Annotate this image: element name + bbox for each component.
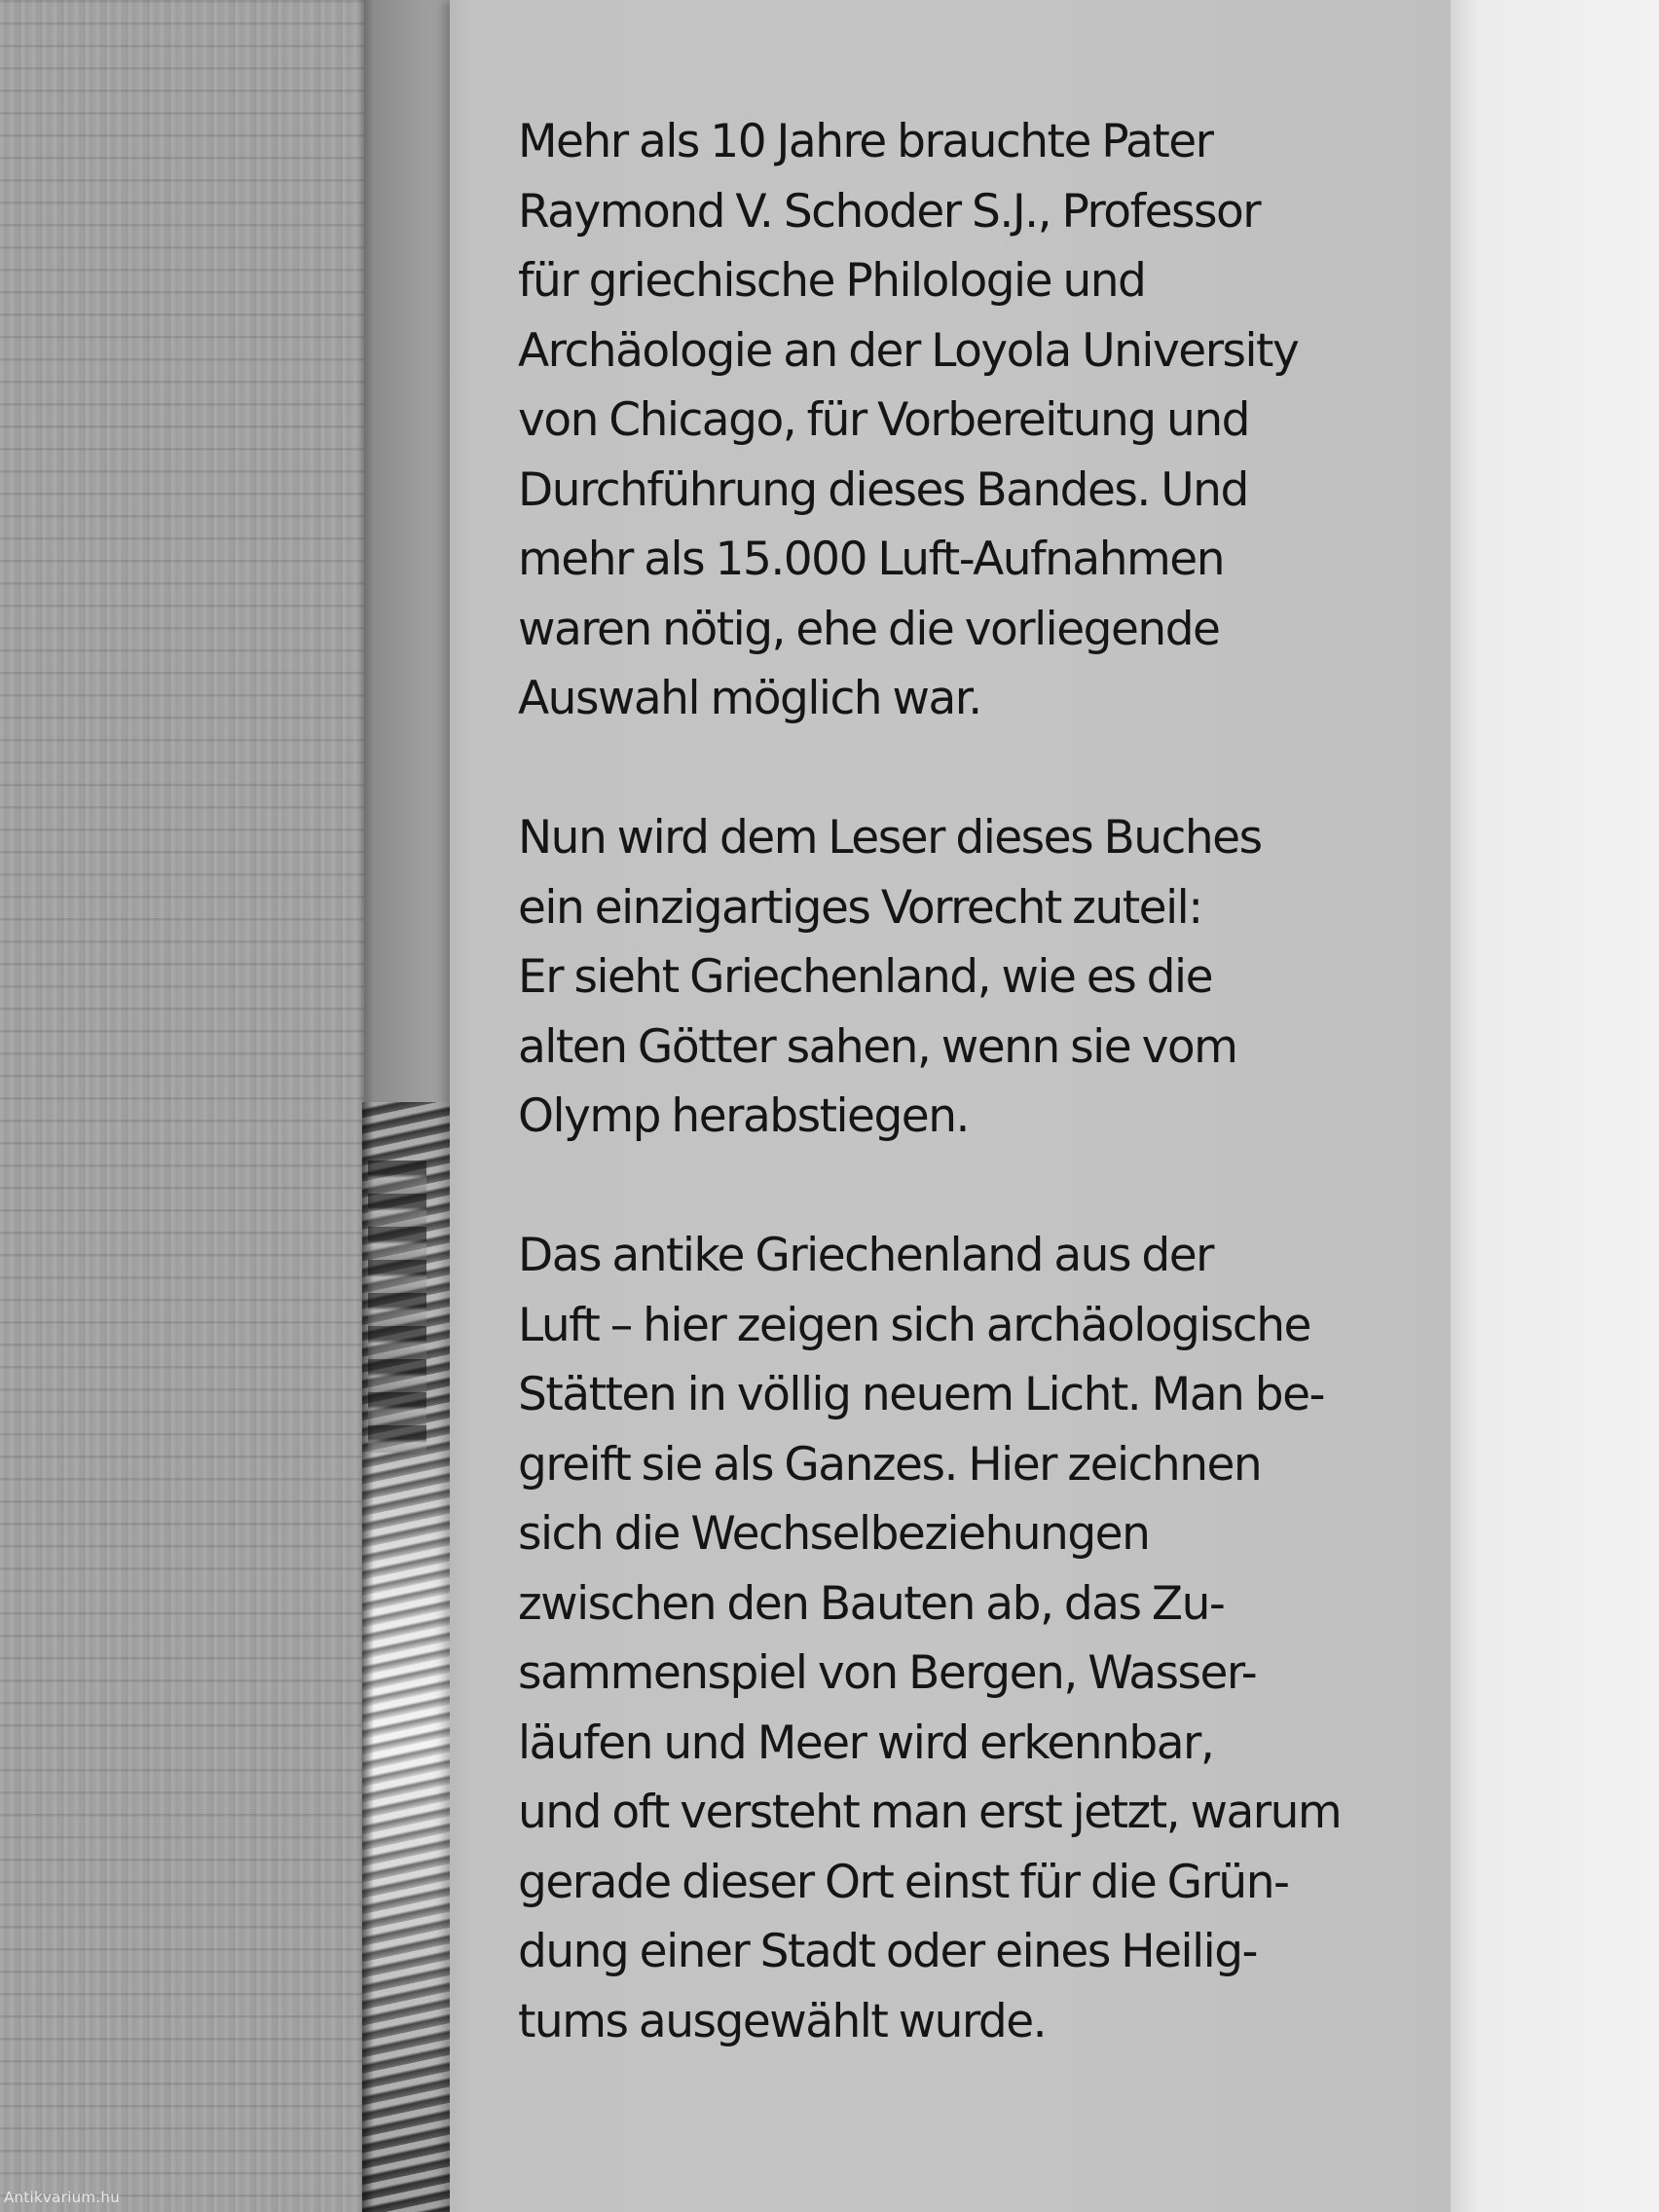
text-line: Das antike Griechenland aus der: [518, 1229, 1213, 1282]
watermark-text: Antikvarium.hu: [4, 2189, 121, 2206]
text-line: Er sieht Griechenland, wie es die: [518, 950, 1212, 1004]
flap-text: [518, 107, 1355, 2126]
page-edge: [1451, 0, 1659, 2212]
text-line: für griechische Philologie und: [518, 254, 1146, 308]
text-line: Raymond V. Schoder S.J., Professor: [518, 184, 1261, 239]
paragraph-1: [518, 107, 1355, 734]
text-line: waren nötig, ehe die vorliegende: [518, 602, 1220, 656]
text-line: läufen und Meer wird erkennbar,: [518, 1715, 1214, 1770]
text-line: gerade dieser Ort einst für die Grün-: [518, 1855, 1289, 1909]
text-line: sammenspiel von Bergen, Wasser-: [518, 1646, 1257, 1700]
text-line: Archäologie an der Loyola University: [518, 323, 1299, 378]
text-line: und oft versteht man erst jetzt, warum: [518, 1786, 1342, 1839]
text-line: sich die Wechselbeziehungen: [518, 1507, 1150, 1561]
text-line: Luft – hier zeigen sich archäologische: [518, 1298, 1310, 1352]
text-line: Auswahl möglich war.: [518, 672, 981, 725]
text-line: greift sie als Ganzes. Hier zeichnen: [518, 1437, 1262, 1492]
text-line: tums ausgewählt wurde.: [518, 1994, 1047, 2048]
text-line: alten Götter sahen, wenn sie vom: [518, 1019, 1237, 1074]
text-line: Olymp herabstiegen.: [518, 1089, 969, 1143]
text-line: dung einer Stadt oder eines Heilig-: [518, 1925, 1257, 1978]
paragraph-3: [518, 1221, 1355, 2056]
text-line: mehr als 15.000 Luft-Aufnahmen: [518, 533, 1225, 586]
text-line: Durchführung dieses Bandes. Und: [518, 462, 1248, 517]
aerial-photo-strip: [362, 1102, 450, 2212]
text-line: zwischen den Bauten ab, das Zu-: [518, 1576, 1225, 1631]
paragraph-2: [518, 803, 1355, 1152]
text-line: von Chicago, für Vorbereitung und: [518, 393, 1249, 447]
text-line: Stätten in völlig neuem Licht. Man be-: [518, 1368, 1324, 1421]
text-line: Mehr als 10 Jahre brauchte Pater: [518, 115, 1213, 168]
text-line: Nun wird dem Leser dieses Buches: [518, 811, 1262, 865]
text-line: ein einzigartiges Vorrecht zuteil:: [518, 880, 1202, 935]
wood-surface: [0, 0, 368, 2212]
